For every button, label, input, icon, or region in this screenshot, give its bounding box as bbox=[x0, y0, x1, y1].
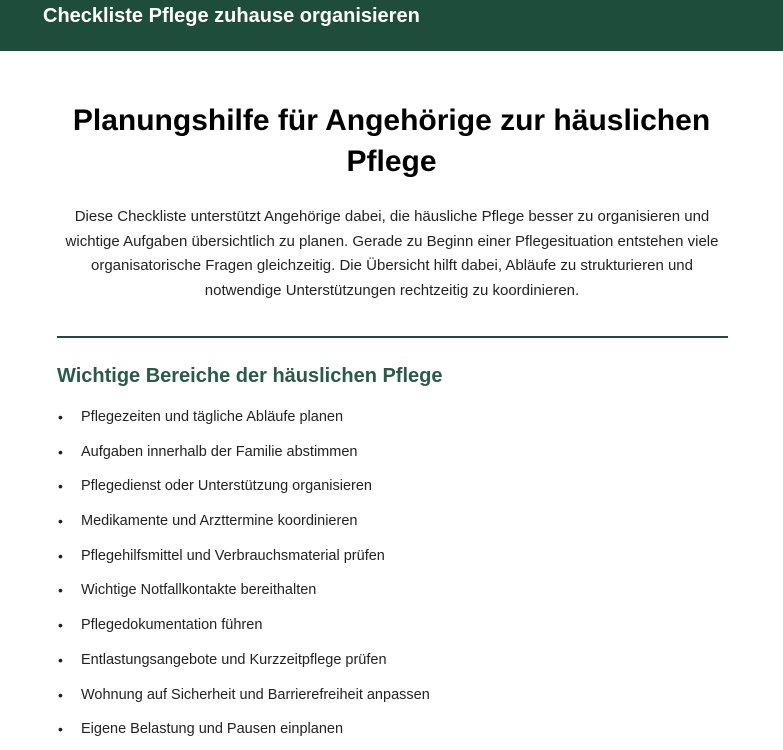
list-item-label: Wichtige Notfallkontakte bereithalten bbox=[81, 582, 317, 599]
intro-paragraph: Diese Checkliste unterstützt Angehörige dabei, die häusliche Pflege besser zu organisieren und wichtige Aufgaben übersichtlich zu planen. Gerade zu Beginn einer Pflegesituation entstehen viele organisatorische Fragen gleichzeitig. Die Übersicht hilft dabei, Abläufe zu strukturieren und notwendige Unterstützungen rechtzeitig zu koordinieren. bbox=[65, 208, 719, 299]
bullet-icon: • bbox=[58, 617, 63, 634]
list-item-label: Pflegezeiten und tägliche Abläufe planen bbox=[81, 409, 344, 425]
list-item bbox=[57, 576, 430, 611]
page-title: Planungshilfe für Angehörige zur häuslichen Pflege bbox=[72, 104, 711, 178]
list-item-label: Pflegedienst oder Unterstützung organisieren bbox=[81, 478, 372, 495]
list-item bbox=[57, 542, 430, 577]
header-bar bbox=[0, 0, 783, 51]
bullet-icon: • bbox=[58, 443, 63, 460]
list-item-label: Entlastungsangebote und Kurzzeitpflege prüfen bbox=[81, 651, 387, 668]
bullet-icon: • bbox=[58, 547, 63, 564]
bullet-icon: • bbox=[58, 513, 63, 530]
bullet-icon: • bbox=[58, 582, 63, 599]
bullet-icon: • bbox=[58, 686, 63, 703]
section-divider bbox=[57, 336, 728, 338]
bullet-icon: • bbox=[58, 478, 63, 495]
section-heading: Wichtige Bereiche der häuslichen Pflege bbox=[57, 365, 443, 387]
bullet-icon: • bbox=[58, 651, 63, 668]
list-item-label: Aufgaben innerhalb der Familie abstimmen bbox=[81, 443, 358, 460]
checklist bbox=[57, 403, 430, 750]
list-item bbox=[57, 438, 430, 473]
list-item bbox=[57, 611, 430, 646]
header-title: Checkliste Pflege zuhause organisieren bbox=[43, 5, 420, 27]
list-item-label: Eigene Belastung und Pausen einplanen bbox=[81, 721, 344, 738]
list-item bbox=[57, 403, 430, 438]
list-item bbox=[57, 646, 430, 681]
list-item-label: Pflegehilfsmittel und Verbrauchsmaterial prüfen bbox=[81, 547, 385, 564]
bullet-icon: • bbox=[58, 721, 63, 738]
bullet-icon: • bbox=[58, 409, 63, 425]
list-item bbox=[57, 472, 430, 507]
list-item-label: Wohnung auf Sicherheit und Barrierefreiheit anpassen bbox=[81, 686, 430, 703]
list-item bbox=[57, 681, 430, 716]
list-item bbox=[57, 507, 430, 542]
list-item bbox=[57, 715, 430, 750]
list-item-label: Pflegedokumentation führen bbox=[81, 617, 263, 634]
list-item-label: Medikamente und Arzttermine koordinieren bbox=[81, 513, 358, 530]
